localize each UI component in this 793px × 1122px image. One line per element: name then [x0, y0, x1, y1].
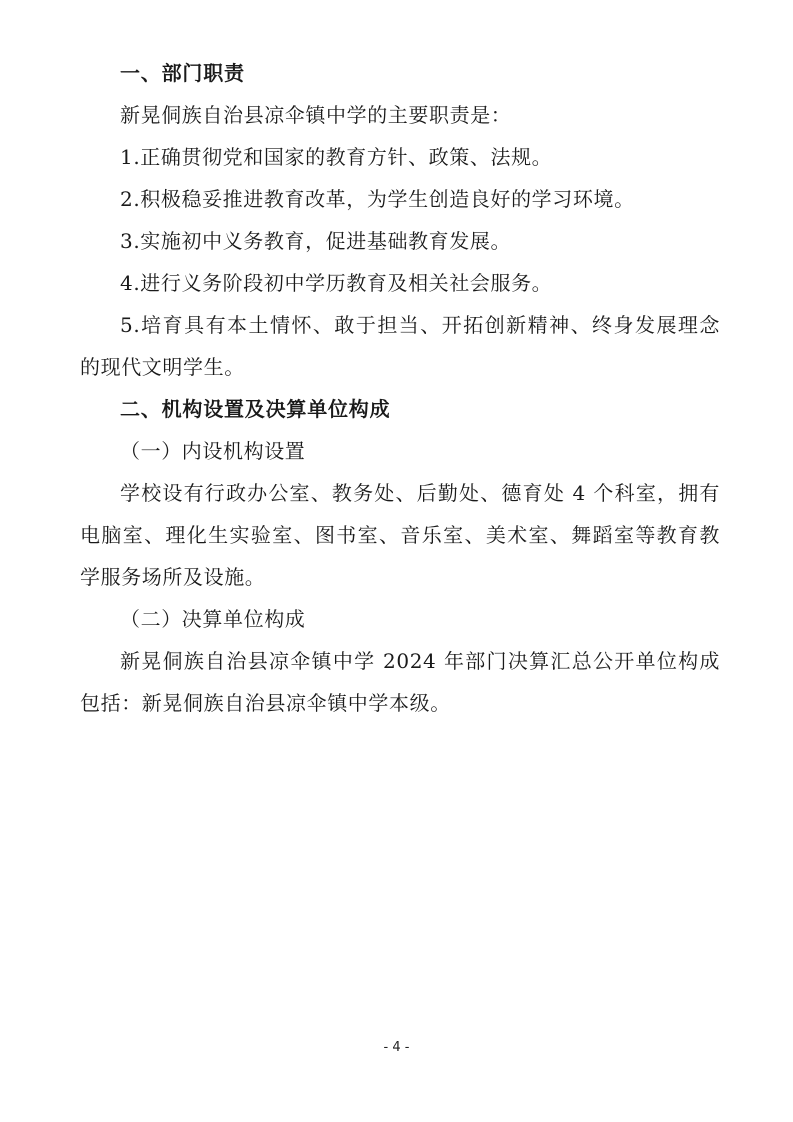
section-heading-duties: 一、部门职责	[120, 61, 245, 85]
units-line-1: 新晃侗族自治县凉伞镇中学 2024 年部门决算汇总公开单位构成	[120, 649, 720, 673]
internal-structure-line-1: 学校设有行政办公室、教务处、后勤处、德育处 4 个科室，拥有	[120, 481, 720, 505]
duties-intro: 新晃侗族自治县凉伞镇中学的主要职责是：	[120, 103, 512, 127]
duty-item-1: 1.正确贯彻党和国家的教育方针、政策、法规。	[120, 145, 553, 169]
duty-item-4: 4.进行义务阶段初中学历教育及相关社会服务。	[120, 271, 553, 295]
subsection-heading-internal: （一）内设机构设置	[120, 439, 306, 463]
units-line-2: 包括：新晃侗族自治县凉伞镇中学本级。	[80, 691, 451, 715]
duty-item-5-line-2: 的现代文明学生。	[80, 355, 245, 379]
section-heading-structure: 二、机构设置及决算单位构成	[120, 397, 391, 421]
page-number: - 4 -	[383, 1040, 410, 1055]
subsection-heading-units: （二）决算单位构成	[120, 607, 306, 631]
duty-item-5-line-1: 5.培育具有本土情怀、敢于担当、开拓创新精神、终身发展理念	[120, 313, 720, 337]
duty-item-3: 3.实施初中义务教育，促进基础教育发展。	[120, 229, 512, 253]
internal-structure-line-2: 电脑室、理化生实验室、图书室、音乐室、美术室、舞蹈室等教育教	[80, 523, 720, 547]
duty-item-2: 2.积极稳妥推进教育改革，为学生创造良好的学习环境。	[120, 187, 635, 211]
internal-structure-line-3: 学服务场所及设施。	[80, 565, 266, 589]
document-body	[80, 52, 720, 724]
